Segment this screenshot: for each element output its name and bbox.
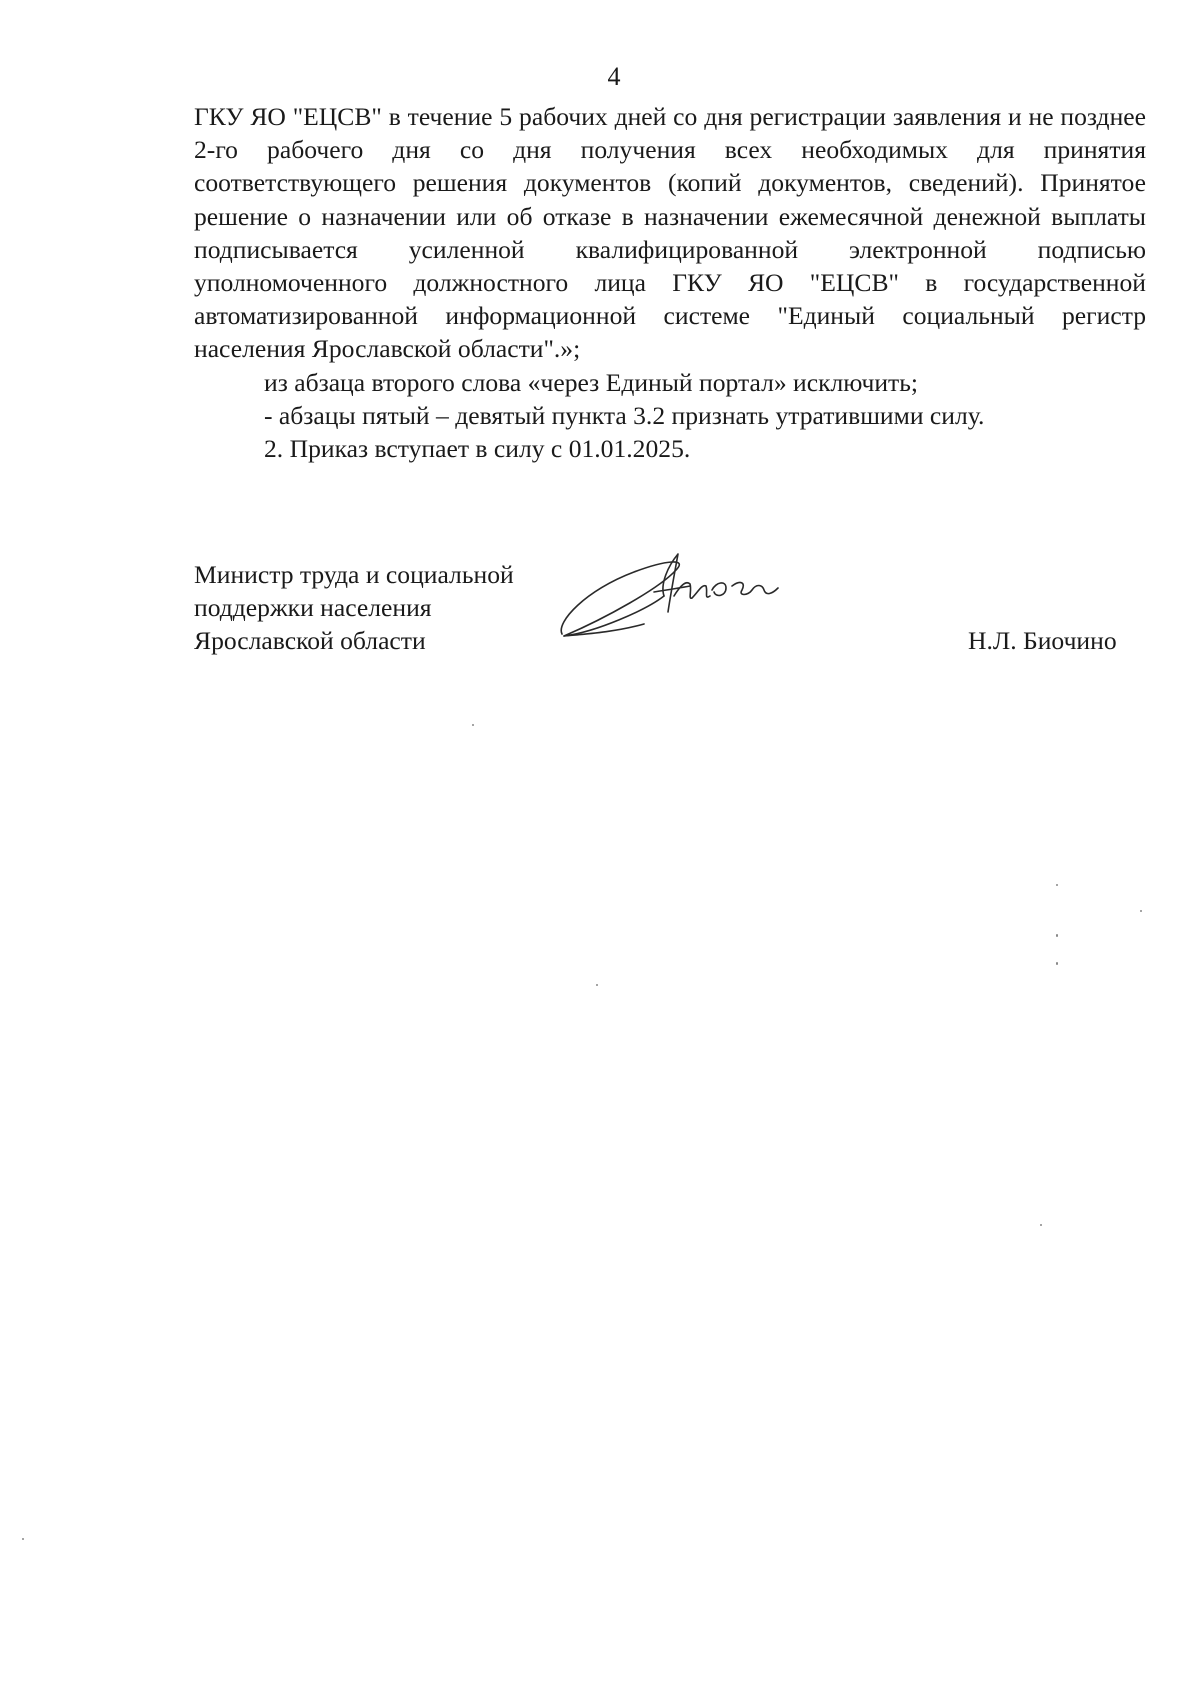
scan-speck [596, 984, 598, 986]
scan-speck [22, 1538, 24, 1540]
scan-speck [1056, 884, 1058, 886]
scan-speck [1056, 962, 1058, 965]
page-number: 4 [607, 62, 621, 91]
paragraph-repeal: - абзацы пятый – девятый пункта 3.2 признать утратившими силу. [264, 400, 985, 430]
scan-speck [1140, 910, 1142, 912]
paragraph-continuation: ГКУ ЯО "ЕЦСВ" в течение 5 рабочих дней со дня регистрации заявления и не позднее 2-го рабочего дня со дня получения всех необходимых для принятия соответствующего решения документов (копий документов, сведений). Принятое решение о назначении или об отказе в назначении ежемесячной денежной выплаты подписывается усиленной квалифицированной электронной подписью уполномоченного должностного лица ГКУ ЯО "ЕЦСВ" в государственной автоматизированной информационной системе "Единый социальный регистр населения Ярославской области".»; [194, 102, 1146, 364]
document-body [194, 100, 1146, 465]
scan-speck [472, 724, 474, 726]
paragraph-effective-date: 2. Приказ вступает в силу с 01.01.2025. [264, 434, 691, 464]
signatory-title [194, 558, 514, 657]
signatory-title-line: поддержки населения [194, 593, 432, 622]
signatory-title-line: Министр труда и социальной [194, 560, 514, 589]
scan-speck [1040, 1224, 1042, 1226]
paragraph-exclusion: из абзаца второго слова «через Единый портал» исключить; [264, 367, 918, 397]
signatory-title-line: Ярославской области [194, 626, 426, 655]
signatory-name: Н.Л. Биочино [968, 626, 1117, 655]
handwritten-signature [556, 540, 796, 650]
scan-speck [1056, 934, 1058, 937]
